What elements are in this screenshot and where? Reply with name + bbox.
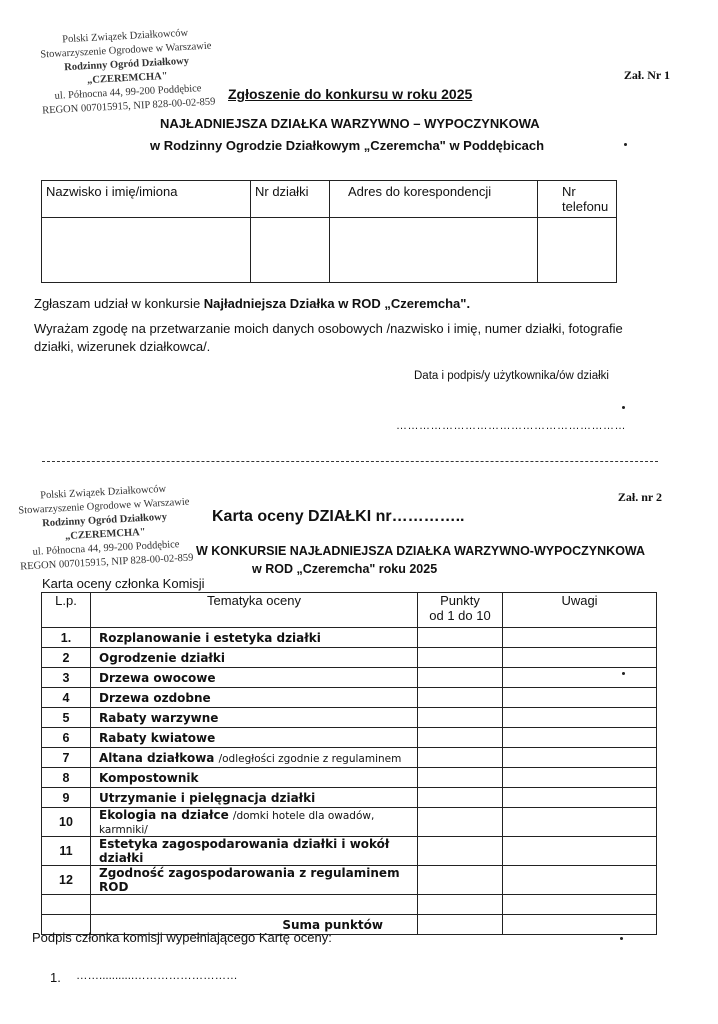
criterion: [91, 628, 418, 648]
lp-header: L.p.: [42, 593, 91, 628]
points-header: [418, 593, 503, 628]
points-cell[interactable]: [418, 866, 503, 895]
consent-text: działki, wizerunek działkowca/.: [34, 339, 211, 354]
plot-number-field[interactable]: [251, 218, 330, 283]
row-number: 11: [42, 837, 91, 866]
points-header-line: od 1 do 10: [429, 608, 491, 623]
points-cell[interactable]: [418, 688, 503, 708]
criterion: [91, 768, 418, 788]
criterion: [91, 866, 418, 895]
criterion: [91, 728, 418, 748]
evaluation-table: [41, 592, 657, 935]
stamp-line: Rodzinny Ogród Działkowy: [63, 55, 190, 74]
criterion-name: Ekologia na działce: [99, 808, 233, 822]
notes-cell[interactable]: [503, 628, 657, 648]
notes-cell[interactable]: [503, 915, 657, 935]
notes-cell[interactable]: [503, 866, 657, 895]
notes-cell[interactable]: [503, 748, 657, 768]
stamp-line: ul. Północna 44, 99-200 Poddębice: [32, 539, 180, 558]
table-row: [42, 788, 657, 808]
signature-line[interactable]: ……………………………………………………: [396, 420, 626, 432]
attachment-label: Zał. nr 2: [617, 490, 662, 504]
row-number: 4: [42, 688, 91, 708]
table-row-empty: [42, 895, 657, 915]
declaration: [34, 296, 470, 311]
criterion-name: Rozplanowanie i estetyka działki: [99, 630, 321, 645]
card-label: Karta oceny członka Komisji: [42, 576, 205, 591]
points-header-line: Punkty: [440, 593, 480, 608]
speck: [622, 406, 625, 409]
stamp-line: Stowarzyszenie Ogrodowe w Warszawie: [18, 496, 190, 517]
notes-cell[interactable]: [503, 668, 657, 688]
form-subtitle: NAJŁADNIEJSZA DZIAŁKA WARZYWNO – WYPOCZYNKOWA: [160, 116, 540, 131]
row-number: 1.: [42, 628, 91, 648]
notes-cell[interactable]: [503, 648, 657, 668]
signature-number: 1.: [50, 970, 61, 985]
phone-field[interactable]: [538, 218, 617, 283]
table-row: [42, 808, 657, 837]
speck: [624, 143, 627, 146]
criterion-name: Zgodność zagospodarowania z regulaminem ROD: [99, 866, 400, 894]
notes-cell[interactable]: [503, 728, 657, 748]
cut-line: [42, 461, 658, 462]
table-row: [42, 708, 657, 728]
points-cell[interactable]: [418, 668, 503, 688]
criterion-name: Kompostownik: [99, 770, 199, 785]
criterion: [91, 808, 418, 837]
criterion-name: Altana działkowa: [99, 750, 219, 765]
column-header: Nr telefonu: [538, 181, 617, 218]
stamp-line: „CZEREMCHA": [86, 70, 168, 87]
address-field[interactable]: [330, 218, 538, 283]
organization-stamp: [20, 25, 234, 120]
column-header: Adres do korespondencji: [330, 181, 538, 218]
speck: [622, 672, 625, 675]
form-subtitle: w ROD „Czeremcha" roku 2025: [252, 562, 438, 576]
column-header: Nr działki: [251, 181, 330, 218]
stamp-line: Rodzinny Ogród Działkowy: [41, 511, 168, 530]
points-cell[interactable]: [418, 768, 503, 788]
speck: [620, 937, 623, 940]
points-cell[interactable]: [418, 628, 503, 648]
points-cell[interactable]: [418, 808, 503, 837]
criterion-note: /domki hotele dla owadów, karmniki/: [99, 810, 375, 836]
signature-label: Data i podpis/y użytkownika/ów działki: [414, 370, 609, 382]
criterion-name: Ogrodzenie działki: [99, 650, 225, 665]
stamp-line: Polski Związek Działkowców: [39, 483, 167, 502]
notes-cell[interactable]: [503, 895, 657, 915]
notes-cell[interactable]: [503, 837, 657, 866]
organization-stamp: [0, 481, 212, 576]
commission-signature-line[interactable]: ……...........………………………: [76, 970, 238, 982]
points-cell[interactable]: [418, 728, 503, 748]
stamp-line: Polski Związek Działkowców: [61, 27, 189, 46]
criterion: [91, 668, 418, 688]
name-field[interactable]: [42, 218, 251, 283]
notes-cell[interactable]: [503, 788, 657, 808]
criterion: [91, 708, 418, 728]
notes-cell[interactable]: [503, 708, 657, 728]
form-title: Karta oceny DZIAŁKI nr…………..: [212, 508, 465, 525]
criterion-name: Utrzymanie i pielęgnacja działki: [99, 790, 316, 805]
column-header: Nazwisko i imię/imiona: [42, 181, 251, 218]
table-row: [42, 768, 657, 788]
points-cell[interactable]: [418, 648, 503, 668]
points-cell[interactable]: [418, 895, 503, 915]
criterion-name: Drzewa ozdobne: [99, 690, 211, 705]
row-number: 12: [42, 866, 91, 895]
criterion: [91, 788, 418, 808]
criterion-note: /odległości zgodnie z regulaminem: [218, 752, 402, 765]
stamp-line: „CZEREMCHA": [64, 526, 146, 543]
entry-table: [41, 180, 617, 283]
points-cell[interactable]: [418, 788, 503, 808]
criterion-name: Drzewa owocowe: [99, 670, 216, 685]
table-row: [42, 648, 657, 668]
row-number: 10: [42, 808, 91, 837]
commission-signature-label: Podpis członka komisji wypełniającego Kartę oceny:: [32, 930, 332, 945]
points-cell[interactable]: [418, 748, 503, 768]
table-row: [42, 748, 657, 768]
attachment-label: Zał. Nr 1: [623, 68, 670, 82]
stamp-line: REGON 007015915, NIP 828-00-02-859: [19, 552, 194, 573]
declaration-text: Zgłaszam udział w konkursie: [34, 296, 204, 311]
criterion-name: Estetyka zagospodarowania działki i wokół działki: [99, 837, 390, 865]
criterion-name: Rabaty kwiatowe: [99, 730, 216, 745]
consent-text: Wyrażam zgodę na przetwarzanie moich danych osobowych /nazwisko i imię, numer działki, fotografie: [34, 321, 623, 336]
criterion: [91, 748, 418, 768]
row-number: 7: [42, 748, 91, 768]
row-number: 3: [42, 668, 91, 688]
table-row: [42, 628, 657, 648]
points-cell[interactable]: [418, 837, 503, 866]
points-cell[interactable]: [418, 708, 503, 728]
row-number: 5: [42, 708, 91, 728]
form-title: Zgłoszenie do konkursu w roku 2025: [228, 86, 473, 102]
table-row: [42, 668, 657, 688]
row-number: 6: [42, 728, 91, 748]
row-number: 8: [42, 768, 91, 788]
criterion: [91, 837, 418, 866]
form-subtitle: W KONKURSIE NAJŁADNIEJSZA DZIAŁKA WARZYWNO-WYPOCZYNKOWA: [196, 544, 646, 558]
sum-points-cell[interactable]: [418, 915, 503, 935]
stamp-line: REGON 007015915, NIP 828-00-02-859: [41, 96, 216, 117]
form-subtitle: w Rodzinny Ogrodzie Działkowym „Czeremcha" w Poddębicach: [150, 138, 545, 153]
notes-cell[interactable]: [503, 688, 657, 708]
table-row: [42, 728, 657, 748]
notes-cell[interactable]: [503, 768, 657, 788]
criterion: [91, 688, 418, 708]
stamp-line: Stowarzyszenie Ogrodowe w Warszawie: [40, 40, 212, 61]
notes-cell[interactable]: [503, 808, 657, 837]
table-row: [42, 866, 657, 895]
topic-header: Tematyka oceny: [91, 593, 418, 628]
criterion: [91, 648, 418, 668]
table-row: [42, 688, 657, 708]
declaration-contest-name: Najładniejsza Działka w ROD „Czeremcha".: [203, 296, 471, 311]
row-number: 2: [42, 648, 91, 668]
empty-cell: [91, 895, 418, 915]
notes-header: Uwagi: [503, 593, 657, 628]
sum-label: Suma punktów: [91, 915, 418, 935]
stamp-line: ul. Północna 44, 99-200 Poddębice: [54, 83, 202, 102]
empty-cell: [42, 895, 91, 915]
row-number: 9: [42, 788, 91, 808]
table-row: [42, 837, 657, 866]
criterion-name: Rabaty warzywne: [99, 710, 219, 725]
